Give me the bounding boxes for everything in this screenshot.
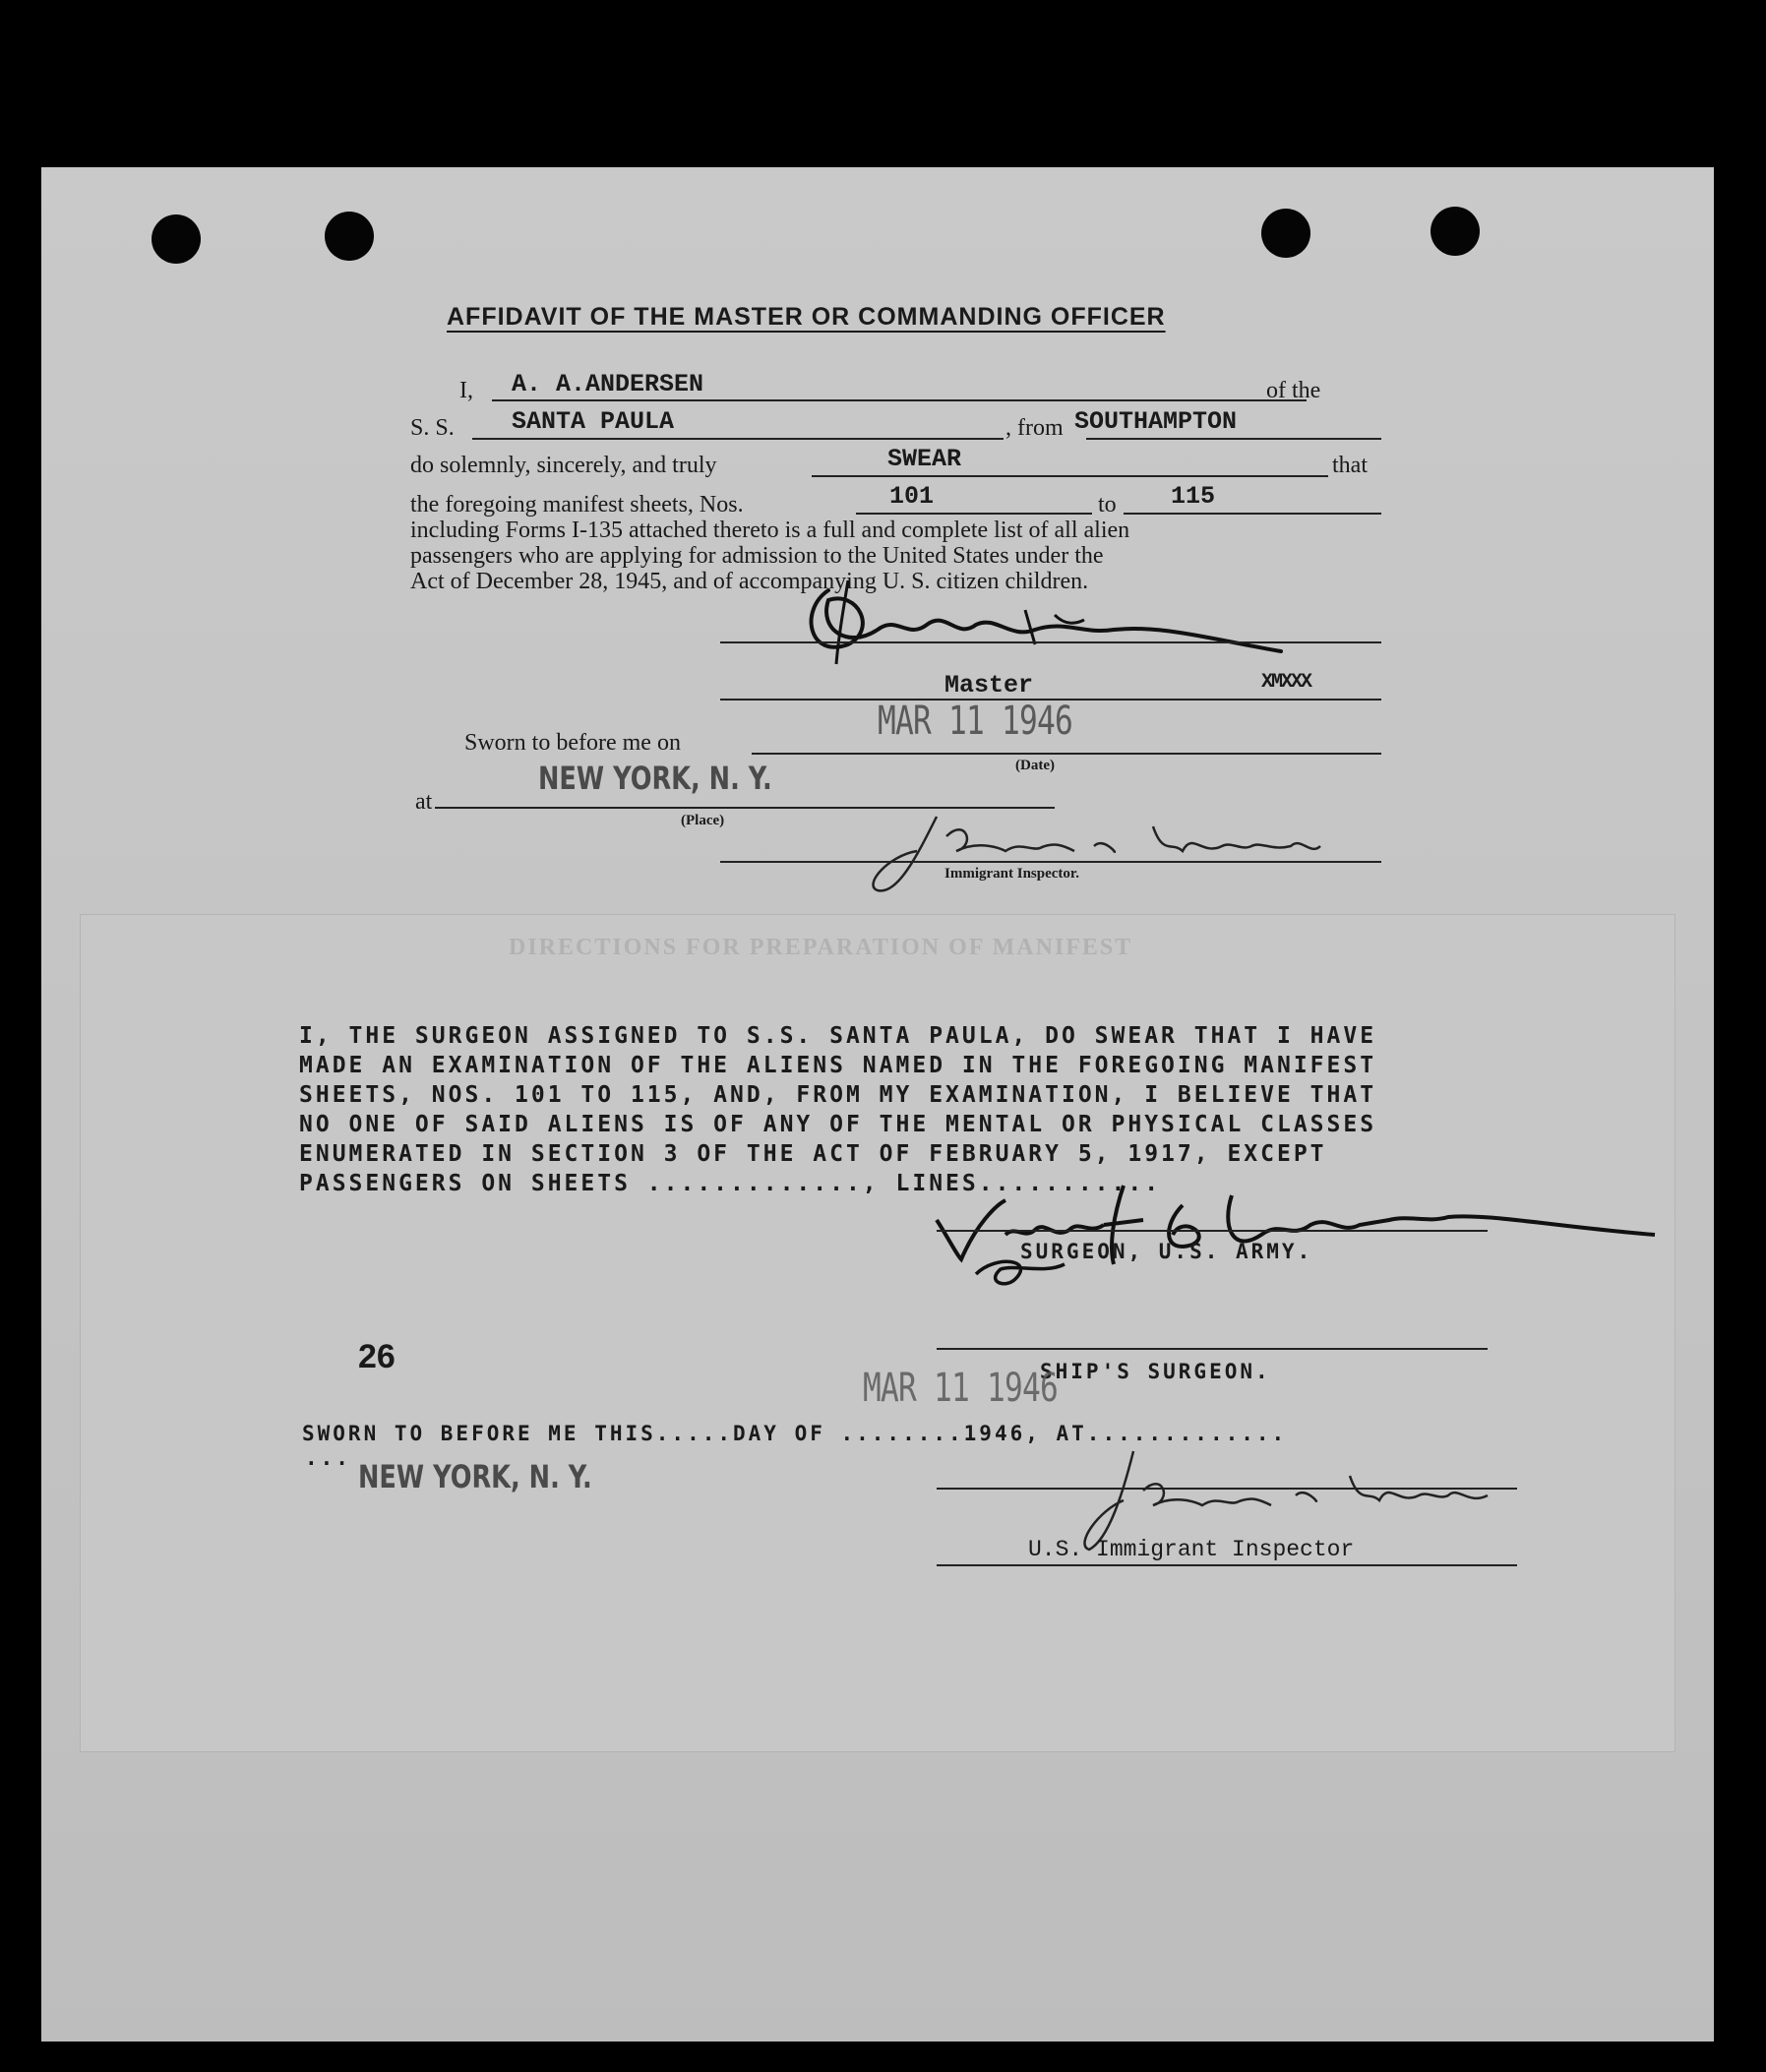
document-page [41, 167, 1714, 2042]
affidavit-para-line1: including Forms I-135 attached thereto is a full and complete list of all alien [410, 518, 1130, 543]
port-from: SOUTHAMPTON [1074, 407, 1238, 436]
line3-prefix: do solemnly, sincerely, and truly [410, 453, 717, 478]
place-stamp: NEW YORK, N. Y. [538, 760, 772, 797]
surgeon-line-1: I, THE SURGEON ASSIGNED TO S.S. SANTA PAULA, DO SWEAR THAT I HAVE [299, 1023, 1377, 1049]
surgeon-line-3: SHEETS, NOS. 101 TO 115, AND, FROM MY EXAMINATION, I BELIEVE THAT [299, 1082, 1377, 1108]
surgeon-line-5: ENUMERATED IN SECTION 3 OF THE ACT OF FEBRUARY 5, 1917, EXCEPT [299, 1141, 1327, 1167]
ship-name: SANTA PAULA [512, 407, 675, 436]
master-title: Master [944, 671, 1034, 700]
punch-hole-3 [1261, 209, 1310, 258]
line2-from: , from [1005, 415, 1064, 441]
sheet-from: 101 [889, 482, 935, 511]
surgeon-certificate-insert [81, 915, 1675, 1751]
punch-hole-4 [1431, 207, 1480, 256]
surgeon-inspector-caption: U.S. Immigrant Inspector [1028, 1537, 1355, 1562]
inspector-signature-1 [858, 797, 1350, 905]
sheet-from-rule [856, 513, 1092, 515]
surgeon-line-2: MADE AN EXAMINATION OF THE ALIENS NAMED IN THE FOREGOING MANIFEST [299, 1053, 1377, 1078]
master-signature-rule [720, 641, 1381, 643]
ship-surgeon-rule [937, 1348, 1488, 1350]
sworn-date-rule [752, 753, 1381, 755]
punch-hole-2 [325, 212, 374, 261]
surgeon-line-6: PASSENGERS ON SHEETS ............., LINES........... [299, 1171, 1162, 1196]
line3-suffix: that [1332, 453, 1368, 478]
inspector-caption-rule [937, 1564, 1517, 1566]
sheet-to: 115 [1171, 482, 1216, 511]
surgeon-sworn-line: SWORN TO BEFORE ME THIS.....DAY OF ........1946, AT............. [302, 1422, 1288, 1445]
insert-heading: DIRECTIONS FOR PREPARATION OF MANIFEST [509, 935, 1133, 960]
affidavit-para-line2: passengers who are applying for admission to the United States under the [410, 543, 1104, 569]
at-label: at [415, 789, 433, 815]
place-caption: (Place) [681, 813, 725, 828]
master-signature [789, 571, 1301, 679]
page-number: 26 [358, 1338, 396, 1375]
sworn-label: Sworn to before me on [464, 730, 681, 756]
surgeon-rank-caption: SURGEON, U.S. ARMY. [1020, 1240, 1313, 1263]
master-name-rule [492, 399, 1307, 401]
surgeon-signature-rule [937, 1230, 1488, 1232]
sworn-date-stamp: MAR 11 1946 [878, 699, 1073, 744]
inspector-caption: Immigrant Inspector. [944, 866, 1079, 882]
line4-to: to [1098, 492, 1117, 518]
sheet-to-rule [1124, 513, 1381, 515]
inspector-signature-2-rule [937, 1488, 1517, 1490]
line1-suffix: of the [1266, 378, 1321, 403]
master-title-struck: XMXXX [1261, 671, 1311, 694]
oath-rule [812, 475, 1328, 477]
date-caption: (Date) [1015, 758, 1055, 773]
affidavit-title: AFFIDAVIT OF THE MASTER OR COMMANDING OFFICER [447, 303, 1166, 331]
inspector-signature-rule [720, 861, 1381, 863]
surgeon-line-4: NO ONE OF SAID ALIENS IS OF ANY OF THE MENTAL OR PHYSICAL CLASSES [299, 1112, 1377, 1137]
affidavit-para-line3: Act of December 28, 1945, and of accompanying U. S. citizen children. [410, 569, 1089, 594]
master-name: A. A.ANDERSEN [512, 370, 704, 398]
port-from-rule [1086, 438, 1381, 440]
surgeon-place-prefix: ... [305, 1446, 351, 1470]
ship-name-rule [472, 438, 1004, 440]
line2-prefix: S. S. [410, 415, 455, 441]
punch-hole-1 [152, 214, 201, 264]
line1-prefix: I, [459, 378, 473, 403]
oath-word: SWEAR [887, 445, 962, 473]
surgeon-place-stamp: NEW YORK, N. Y. [358, 1458, 592, 1495]
ship-surgeon-caption: SHIP'S SURGEON. [1040, 1360, 1271, 1383]
surgeon-date-stamp: MAR 11 1946 [863, 1366, 1059, 1411]
line4-prefix: the foregoing manifest sheets, Nos. [410, 492, 744, 518]
